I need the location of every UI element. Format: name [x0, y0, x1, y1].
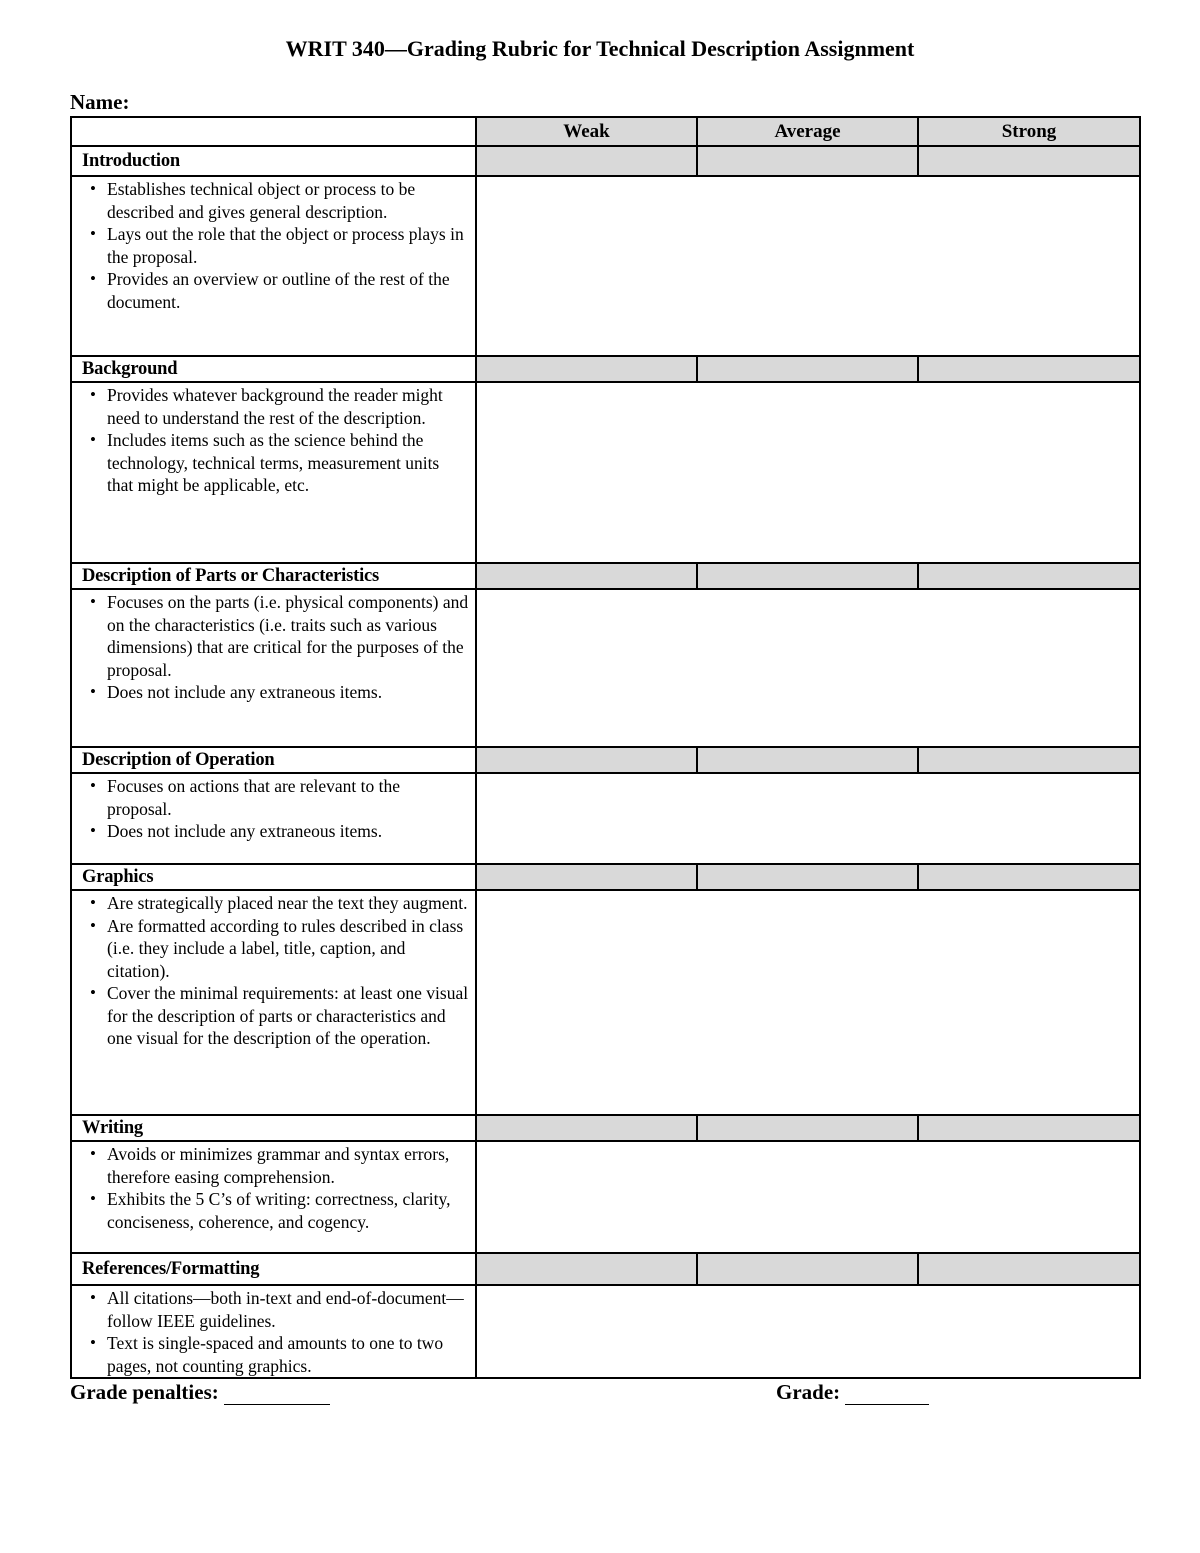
grade-cell-weak[interactable] — [476, 864, 697, 890]
section-title: Graphics — [71, 864, 476, 890]
grade-penalties-label: Grade penalties: — [70, 1380, 219, 1404]
grade-cell-average[interactable] — [697, 356, 918, 382]
criteria-item: • All citations—both in-text and end-of-document—follow IEEE guidelines. — [107, 1287, 469, 1332]
criteria-item: • Provides an overview or outline of the rest of the document. — [107, 268, 469, 313]
grade-label: Grade: — [776, 1380, 841, 1404]
grade-cell-strong[interactable] — [918, 1115, 1140, 1141]
comments-cell[interactable] — [476, 890, 1140, 1115]
grade-penalties — [70, 1380, 330, 1405]
comments-cell[interactable] — [476, 589, 1140, 747]
name-label: Name: — [70, 90, 130, 114]
criteria-list-cell — [71, 890, 476, 1115]
content-row-references — [71, 1285, 1140, 1378]
criteria-item: • Focuses on the parts (i.e. physical components) and on the characteristics (i.e. traits such as various dimensions) that are critical for the purposes of the proposal. — [107, 591, 469, 681]
criteria-item: • Lays out the role that the object or process plays in the proposal. — [107, 223, 469, 268]
content-row-writing — [71, 1141, 1140, 1253]
criteria-list-cell — [71, 382, 476, 563]
section-title: Background — [71, 356, 476, 382]
criteria-item: • Cover the minimal requirements: at least one visual for the description of parts or characteristics and one visual for the description of the operation. — [107, 982, 469, 1050]
grade-cell-average[interactable] — [697, 1253, 918, 1285]
grade-cell-strong[interactable] — [918, 356, 1140, 382]
grade-cell-average[interactable] — [697, 1115, 918, 1141]
grade-penalties-blank[interactable] — [224, 1384, 330, 1405]
grade-cell-weak[interactable] — [476, 146, 697, 176]
grade-cell-strong[interactable] — [918, 864, 1140, 890]
section-title: Description of Operation — [71, 747, 476, 773]
section-title: Introduction — [71, 146, 476, 176]
criteria-item: • Focuses on actions that are relevant to the proposal. — [107, 775, 469, 820]
comments-cell[interactable] — [476, 176, 1140, 356]
section-row-introduction — [71, 146, 1140, 176]
content-row-background — [71, 382, 1140, 563]
section-row-parts — [71, 563, 1140, 589]
criteria-item: • Includes items such as the science behind the technology, technical terms, measurement units that might be applicable, etc. — [107, 429, 469, 497]
content-row-operation — [71, 773, 1140, 864]
grade-cell-weak[interactable] — [476, 563, 697, 589]
section-title: Writing — [71, 1115, 476, 1141]
comments-cell[interactable] — [476, 773, 1140, 864]
section-title: References/Formatting — [71, 1253, 476, 1285]
grade-blank[interactable] — [845, 1384, 929, 1405]
criteria-item: • Provides whatever background the reader might need to understand the rest of the description. — [107, 384, 469, 429]
content-row-introduction — [71, 176, 1140, 356]
grade-cell-average[interactable] — [697, 146, 918, 176]
section-row-background — [71, 356, 1140, 382]
grade-cell-weak[interactable] — [476, 356, 697, 382]
grade-cell-weak[interactable] — [476, 1253, 697, 1285]
header-blank-cell — [71, 117, 476, 146]
content-row-graphics — [71, 890, 1140, 1115]
content-row-parts — [71, 589, 1140, 747]
criteria-item: • Text is single-spaced and amounts to one to two pages, not counting graphics. — [107, 1332, 469, 1377]
criteria-item: • Are formatted according to rules described in class (i.e. they include a label, title, caption, and citation). — [107, 915, 469, 983]
criteria-item: • Does not include any extraneous items. — [107, 681, 469, 704]
column-header-average: Average — [697, 117, 918, 146]
grade-cell-strong[interactable] — [918, 563, 1140, 589]
section-row-references — [71, 1253, 1140, 1285]
comments-cell[interactable] — [476, 1141, 1140, 1253]
criteria-list-cell — [71, 773, 476, 864]
grade-cell-average[interactable] — [697, 563, 918, 589]
grade-cell-average[interactable] — [697, 864, 918, 890]
column-header-weak: Weak — [476, 117, 697, 146]
section-title: Description of Parts or Characteristics — [71, 563, 476, 589]
criteria-item: • Are strategically placed near the text they augment. — [107, 892, 469, 915]
document-title: WRIT 340—Grading Rubric for Technical Description Assignment — [285, 36, 915, 61]
rubric-table — [70, 116, 1141, 1379]
rubric-header-row — [71, 117, 1140, 146]
criteria-item: • Exhibits the 5 C’s of writing: correctness, clarity, conciseness, coherence, and cogency. — [107, 1188, 469, 1233]
grade-total — [776, 1380, 929, 1405]
comments-cell[interactable] — [476, 1285, 1140, 1378]
criteria-list-cell — [71, 589, 476, 747]
criteria-item: • Avoids or minimizes grammar and syntax errors, therefore easing comprehension. — [107, 1143, 469, 1188]
criteria-list-cell — [71, 1285, 476, 1378]
criteria-item: • Establishes technical object or process to be described and gives general description. — [107, 178, 469, 223]
grade-cell-weak[interactable] — [476, 747, 697, 773]
grade-cell-strong[interactable] — [918, 146, 1140, 176]
criteria-list-cell — [71, 176, 476, 356]
comments-cell[interactable] — [476, 382, 1140, 563]
section-row-writing — [71, 1115, 1140, 1141]
grade-cell-strong[interactable] — [918, 747, 1140, 773]
criteria-item: • Does not include any extraneous items. — [107, 820, 469, 843]
criteria-list-cell — [71, 1141, 476, 1253]
section-row-graphics — [71, 864, 1140, 890]
section-row-operation — [71, 747, 1140, 773]
grade-cell-average[interactable] — [697, 747, 918, 773]
grade-cell-weak[interactable] — [476, 1115, 697, 1141]
grade-cell-strong[interactable] — [918, 1253, 1140, 1285]
column-header-strong: Strong — [918, 117, 1140, 146]
